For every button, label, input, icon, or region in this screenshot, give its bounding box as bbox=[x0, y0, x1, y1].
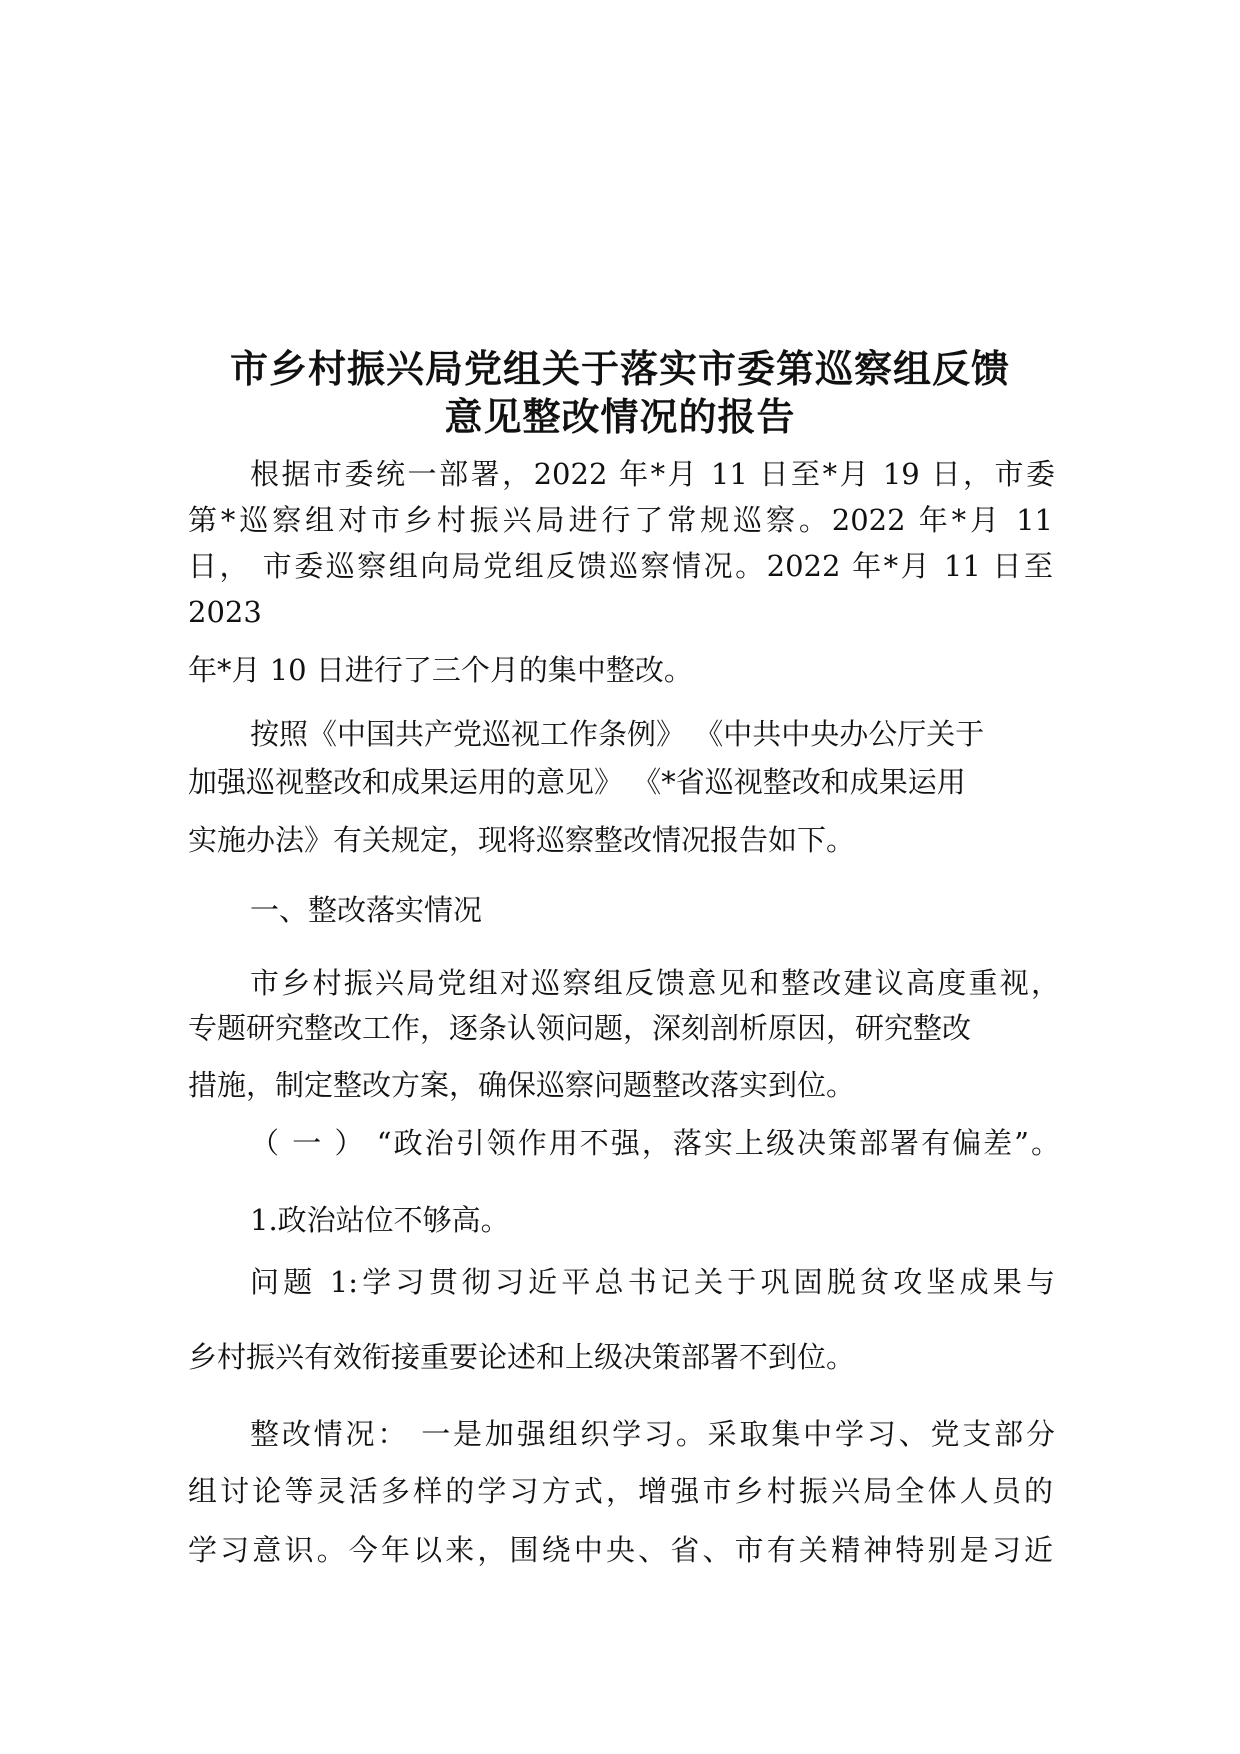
paragraph-1-line-5: 年*月 10 日进行了三个月的集中整改。 bbox=[188, 653, 693, 687]
report-title-line-2: 意见整改情况的报告 bbox=[444, 395, 796, 439]
paragraph-1-line-1: 根据市委统一部署，2022 年*月 11 日至*月 19 日，市委 bbox=[250, 457, 1055, 491]
paragraph-2-line-3: 实施办法》有关规定，现将巡察整改情况报告如下。 bbox=[188, 823, 856, 857]
paragraph-1-line-3: 日， 市委巡察组向局党组反馈巡察情况。2022 年*月 11 日至 bbox=[188, 549, 1053, 583]
paragraph-1-line-2: 第*巡察组对市乡村振兴局进行了常规巡察。2022 年*月 11 bbox=[188, 503, 1053, 537]
problem-1-line-2: 乡村振兴有效衔接重要论述和上级决策部署不到位。 bbox=[188, 1340, 856, 1374]
rectification-line-3: 学习意识。今年以来，围绕中央、省、市有关精神特别是习近 bbox=[188, 1533, 1053, 1567]
paragraph-1-line-4: 2023 bbox=[188, 595, 262, 629]
paragraph-3-line-1: 市乡村振兴局党组对巡察组反馈意见和整改建议高度重视， bbox=[250, 966, 1060, 1000]
paragraph-2-line-1: 按照《中国共产党巡视工作条例》 《中共中央办公厅关于 bbox=[250, 717, 985, 751]
item-heading-1: 1.政治站位不够高。 bbox=[250, 1203, 510, 1237]
problem-1-line-1: 问题 1:学习贯彻习近平总书记关于巩固脱贫攻坚成果与 bbox=[250, 1265, 1055, 1299]
paragraph-3-line-2: 专题研究整改工作，逐条认领问题，深刻剖析原因，研究整改 bbox=[188, 1011, 972, 1045]
report-title-line-1: 市乡村振兴局党组关于落实市委第巡察组反馈 bbox=[229, 347, 1010, 391]
section-heading-1: 一、整改落实情况 bbox=[250, 893, 483, 927]
rectification-line-1: 整改情况： 一是加强组织学习。采取集中学习、党支部分 bbox=[250, 1417, 1055, 1451]
subsection-heading-1: （ 一 ） “政治引领作用不强，落实上级决策部署有偏差”。 bbox=[250, 1126, 1060, 1160]
paragraph-3-line-3: 措施，制定整改方案，确保巡察问题整改落实到位。 bbox=[188, 1068, 856, 1102]
rectification-line-2: 组讨论等灵活多样的学习方式，增强市乡村振兴局全体人员的 bbox=[188, 1474, 1053, 1508]
paragraph-2-line-2: 加强巡视整改和成果运用的意见》 《*省巡视整改和成果运用 bbox=[188, 765, 966, 799]
